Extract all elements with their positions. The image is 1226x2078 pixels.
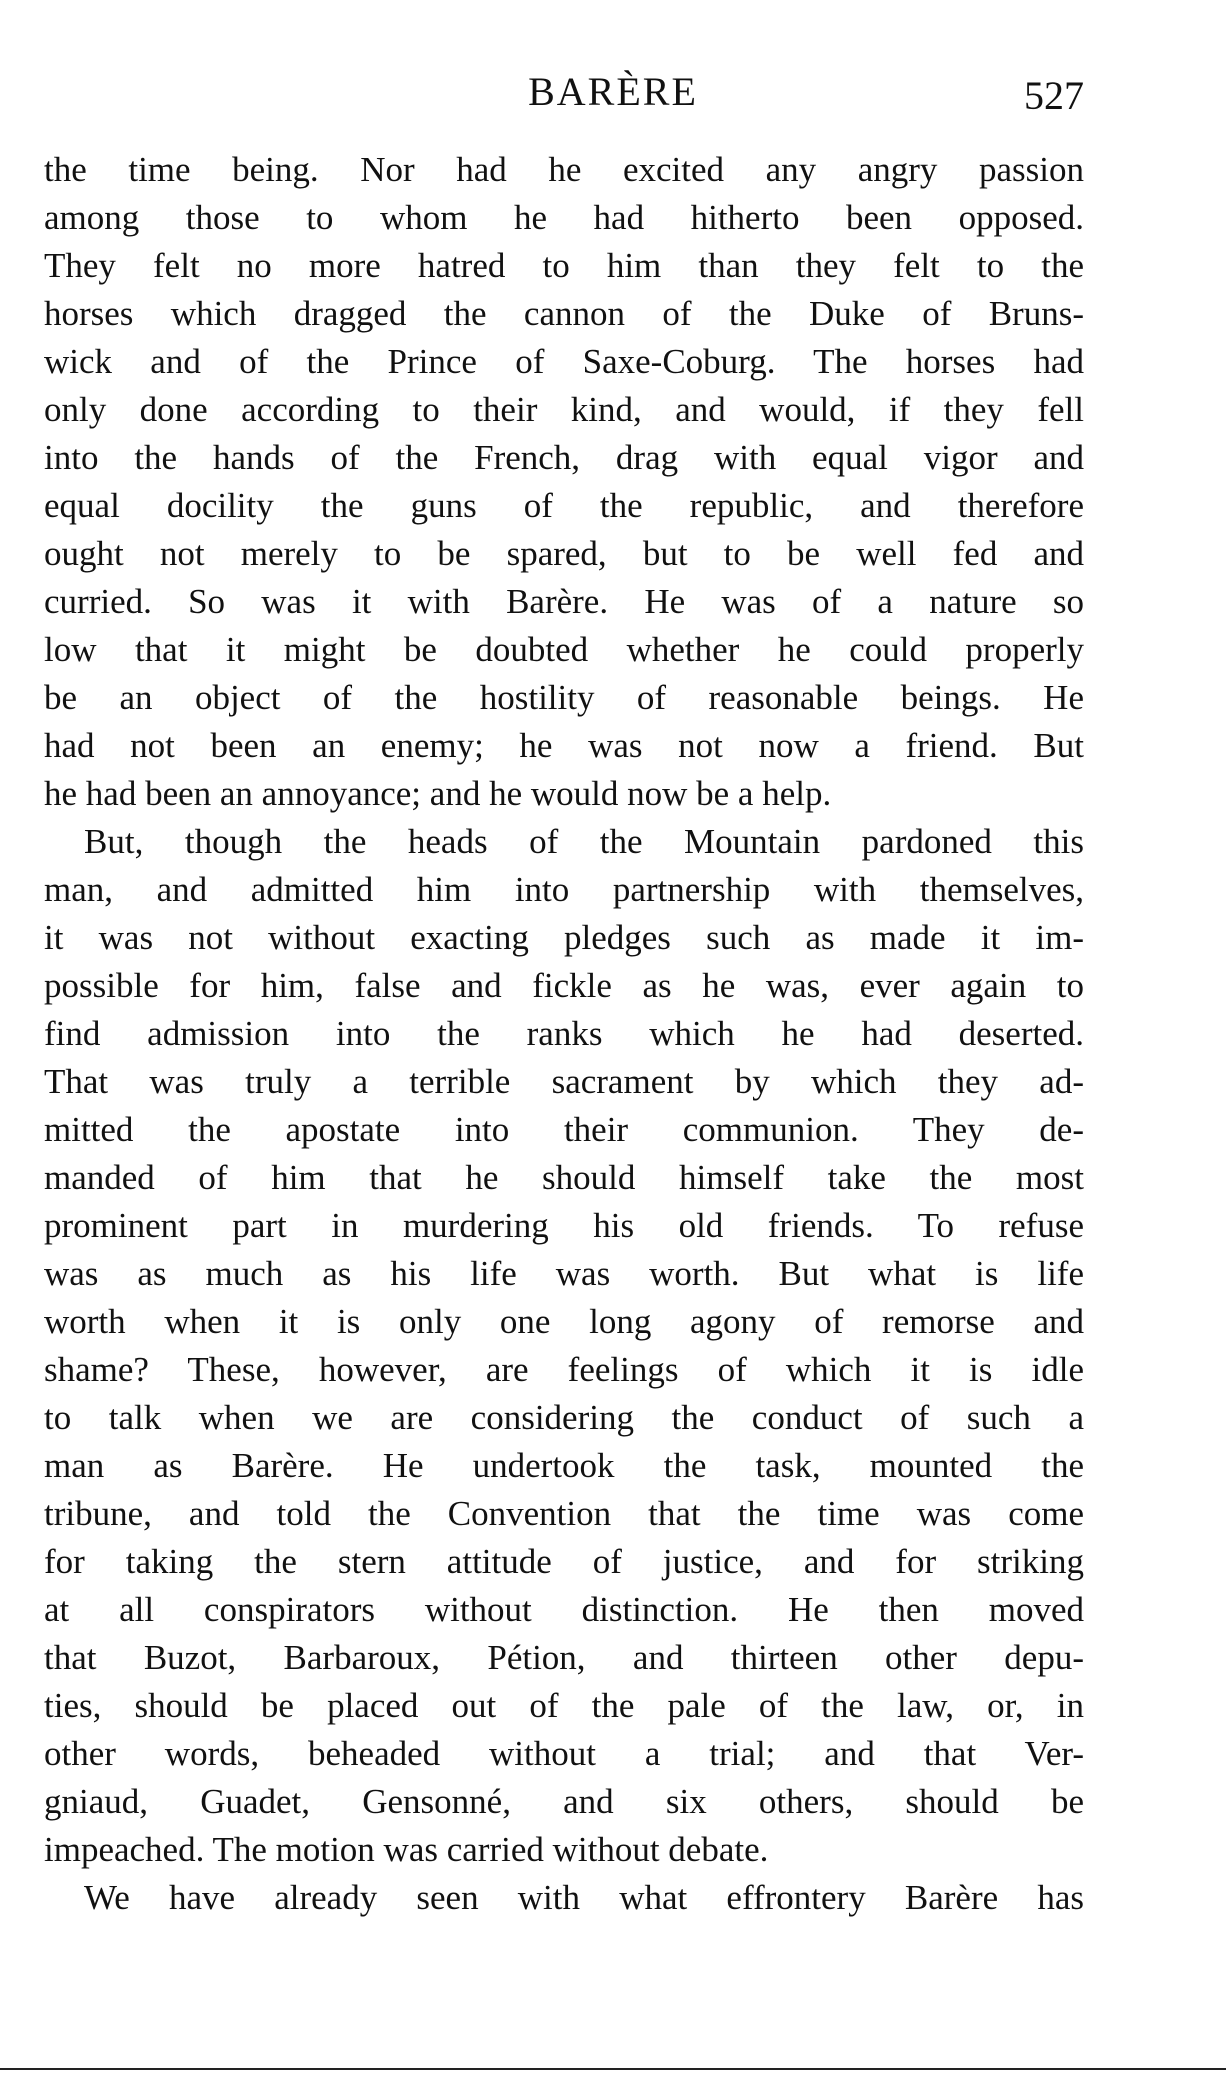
- text-line: to talk when we are considering the conduct of such a: [44, 1398, 1084, 1437]
- text-line: curried. So was it with Barère. He was of a nature so: [44, 582, 1084, 621]
- text-line: into the hands of the French, drag with equal vigor and: [44, 438, 1084, 477]
- text-line: other words, beheaded without a trial; and that Ver-: [44, 1734, 1084, 1773]
- text-line: horses which dragged the cannon of the Duke of Bruns-: [44, 294, 1084, 333]
- text-line: ties, should be placed out of the pale of the law, or, in: [44, 1686, 1084, 1725]
- text-line: was as much as his life was worth. But what is life: [44, 1254, 1084, 1293]
- paragraph-end-line: impeached. The motion was carried without debate.: [44, 1830, 769, 1869]
- text-line: equal docility the guns of the republic, and therefore: [44, 486, 1084, 525]
- text-line: find admission into the ranks which he had deserted.: [44, 1014, 1084, 1053]
- text-line: possible for him, false and fickle as he was, ever again to: [44, 966, 1084, 1005]
- text-line: that Buzot, Barbaroux, Pétion, and thirteen other depu-: [44, 1638, 1084, 1677]
- text-line: at all conspirators without distinction. He then moved: [44, 1590, 1084, 1629]
- text-line: only done according to their kind, and would, if they fell: [44, 390, 1084, 429]
- page-number: 527: [1024, 73, 1084, 118]
- text-line: ought not merely to be spared, but to be well fed and: [44, 534, 1084, 573]
- text-line: man, and admitted him into partnership with themselves,: [44, 870, 1084, 909]
- text-line: be an object of the hostility of reasonable beings. He: [44, 678, 1084, 717]
- text-line: manded of him that he should himself take the most: [44, 1158, 1084, 1197]
- text-line: tribune, and told the Convention that the time was come: [44, 1494, 1084, 1533]
- text-line: prominent part in murdering his old friends. To refuse: [44, 1206, 1084, 1245]
- running-head: BARÈRE: [528, 69, 698, 114]
- text-line: worth when it is only one long agony of remorse and: [44, 1302, 1084, 1341]
- text-line: among those to whom he had hitherto been opposed.: [44, 198, 1084, 237]
- text-line: They felt no more hatred to him than they felt to the: [44, 246, 1084, 285]
- body-text: [44, 146, 1084, 1922]
- bottom-rule: [0, 2068, 1226, 2070]
- text-line: man as Barère. He undertook the task, mounted the: [44, 1446, 1084, 1485]
- paragraph-start-line: But, though the heads of the Mountain pardoned this: [84, 822, 1084, 861]
- paragraph-end-line: he had been an annoyance; and he would now be a help.: [44, 774, 832, 813]
- text-line: wick and of the Prince of Saxe-Coburg. The horses had: [44, 342, 1084, 381]
- page-header: [0, 62, 1226, 122]
- text-line: the time being. Nor had he excited any angry passion: [44, 150, 1084, 189]
- text-line: shame? These, however, are feelings of which it is idle: [44, 1350, 1084, 1389]
- text-line: That was truly a terrible sacrament by which they ad-: [44, 1062, 1084, 1101]
- text-line: had not been an enemy; he was not now a friend. But: [44, 726, 1084, 765]
- paragraph-start-line: We have already seen with what effrontery Barère has: [84, 1878, 1084, 1917]
- text-line: mitted the apostate into their communion. They de-: [44, 1110, 1084, 1149]
- text-line: it was not without exacting pledges such as made it im-: [44, 918, 1084, 957]
- text-line: for taking the stern attitude of justice, and for striking: [44, 1542, 1084, 1581]
- text-line: low that it might be doubted whether he could properly: [44, 630, 1084, 669]
- text-line: gniaud, Guadet, Gensonné, and six others, should be: [44, 1782, 1084, 1821]
